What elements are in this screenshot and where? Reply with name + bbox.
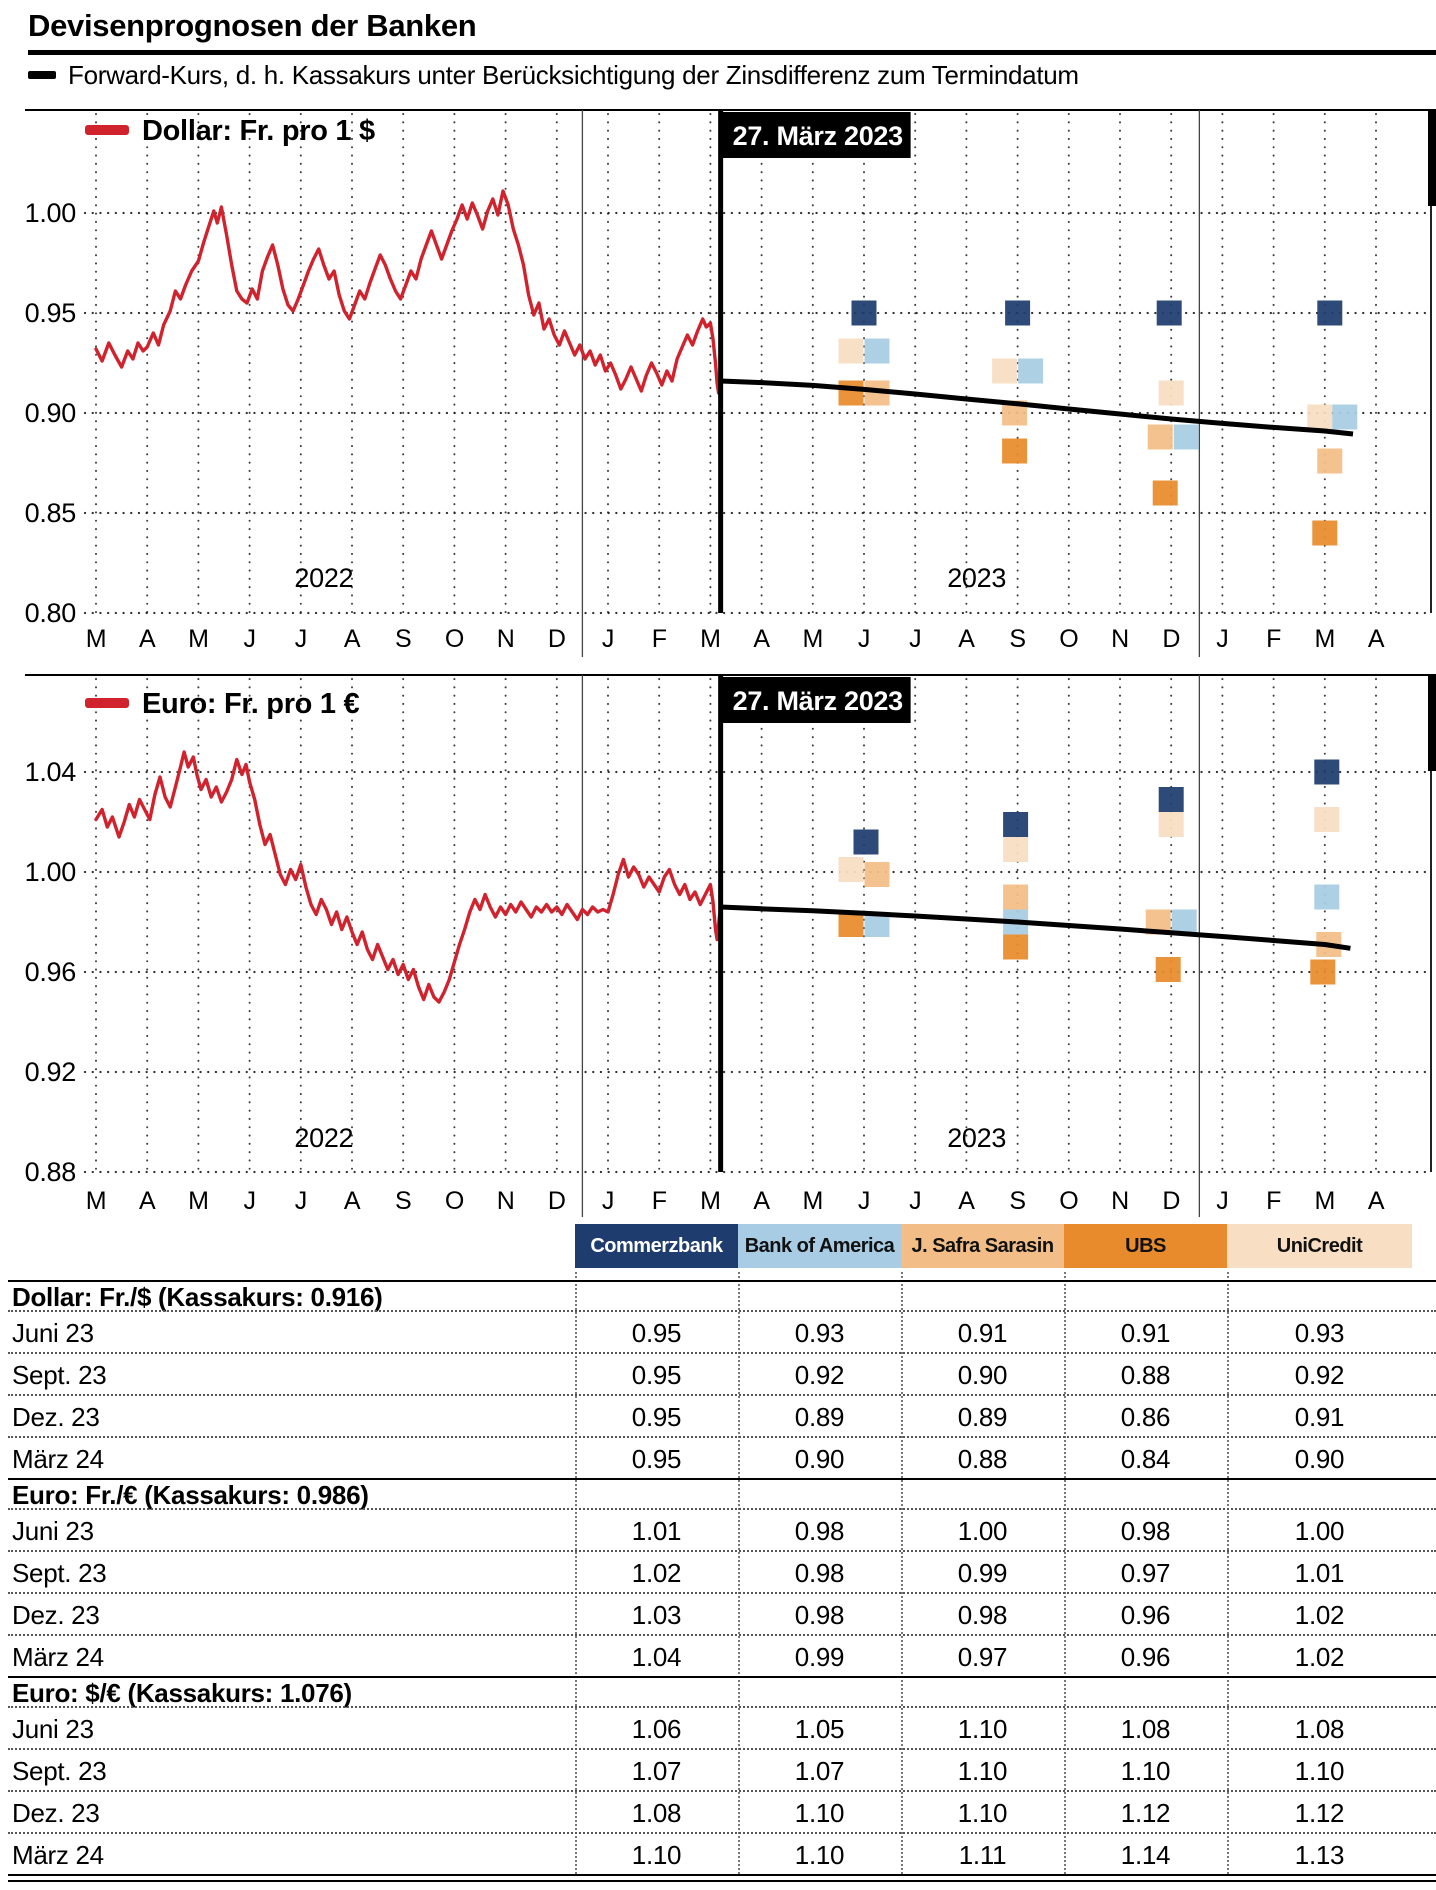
month-tick-label: A [343,625,361,653]
year-label: 2022 [294,1123,354,1153]
forecast-marker-bofa [1332,405,1357,430]
month-tick-label: M [1314,625,1336,653]
table-cell: 1.07 [794,1756,845,1786]
table-cell: 0.95 [631,1318,682,1348]
section-header: Euro: $/€ (Kassakurs: 1.076) [12,1678,352,1708]
month-tick-label: S [1009,1187,1026,1215]
table-cell: 1.01 [1294,1558,1345,1588]
table-cell: 1.11 [958,1840,1007,1870]
month-tick-label: J [1216,625,1229,653]
bank-header-commerzbank: Commerzbank [575,1224,738,1268]
forecast-marker-commerzbank [1317,301,1342,326]
month-tick-label: M [188,1187,209,1215]
table-cell: 0.89 [794,1402,845,1432]
forecast-marker-commerzbank [1003,812,1028,837]
forecast-marker-unicredit [1307,405,1332,430]
year-label: 2023 [947,563,1007,593]
date-label: 27. März 2023 [732,121,903,151]
forecast-marker-bofa [1018,359,1043,384]
table-cell: 1.08 [1294,1714,1345,1744]
month-tick-label: N [1111,1187,1129,1215]
month-tick-label: O [1059,1187,1079,1215]
row-separator [8,1706,1436,1708]
forecast-marker-unicredit [992,359,1017,384]
row-separator [8,1508,1436,1510]
month-tick-label: M [1314,1187,1336,1215]
right-edge-bar [1428,675,1436,771]
forecast-marker-commerzbank [1314,760,1339,785]
month-tick-label: J [243,1187,256,1215]
row-separator [8,1748,1436,1750]
table-cell: 0.98 [794,1558,845,1588]
row-label: Sept. 23 [12,1558,107,1588]
table-cell: 0.98 [1120,1516,1171,1546]
row-label: Dez. 23 [12,1600,100,1630]
table-cell: 0.95 [631,1444,682,1474]
right-edge-bar [1428,110,1436,206]
bank-header-ubs: UBS [1064,1224,1227,1268]
month-tick-label: A [958,1187,975,1215]
table-cell: 1.10 [794,1798,845,1828]
forecast-marker-ubs [1312,521,1337,546]
month-tick-label: A [139,1187,156,1215]
year-label: 2022 [294,563,354,593]
section-header: Euro: Fr./€ (Kassakurs: 0.986) [12,1480,369,1510]
table-cell: 0.91 [957,1318,1008,1348]
month-tick-label: J [857,625,871,653]
table-cell: 0.88 [957,1444,1008,1474]
date-label: 27. März 2023 [732,686,903,716]
month-tick-label: S [395,1187,412,1215]
forecast-marker-sarasin [1003,885,1028,910]
row-separator [8,1790,1436,1792]
month-tick-label: J [294,1187,307,1215]
table-cell: 1.12 [1120,1798,1171,1828]
row-label: Sept. 23 [12,1360,107,1390]
section-header: Dollar: Fr./$ (Kassakurs: 0.916) [12,1282,383,1312]
table-cell: 0.99 [794,1642,845,1672]
forecast-marker-ubs [1002,439,1027,464]
row-separator [8,1394,1436,1396]
table-cell: 1.08 [631,1798,682,1828]
table-cell: 1.00 [957,1516,1008,1546]
row-separator [8,1310,1436,1312]
forecast-marker-commerzbank [852,301,877,326]
forecast-marker-bofa [865,339,890,364]
forecast-marker-unicredit [839,339,864,364]
table-cell: 1.07 [631,1756,682,1786]
year-label: 2023 [947,1123,1007,1153]
table-cell: 0.92 [794,1360,845,1390]
month-tick-label: O [1059,625,1079,653]
month-tick-label: N [1111,625,1129,653]
forecast-marker-unicredit [839,857,864,882]
table-cell: 0.98 [957,1600,1008,1630]
forecast-marker-ubs [1156,957,1181,982]
table-cell: 0.84 [1120,1444,1171,1474]
y-tick-label: 0.85 [24,498,76,528]
month-tick-label: J [601,625,615,653]
forward-kurs-legend [28,59,1079,90]
bank-header-sarasin: J. Safra Sarasin [901,1224,1064,1268]
forecast-marker-sarasin [1148,425,1173,450]
table-bottom-rule [8,1874,1436,1882]
forecast-marker-unicredit [1314,807,1339,832]
series-dash-icon [85,125,129,135]
table-cell: 1.10 [957,1756,1008,1786]
forward-kurs-legend-label: Forward-Kurs, d. h. Kassakurs unter Berücksichtigung der Zinsdifferenz zum Termindatum [68,59,1079,90]
y-tick-label: 1.00 [24,857,76,887]
month-tick-label: S [1009,625,1026,653]
month-tick-label: F [1266,625,1282,653]
row-label: Juni 23 [12,1516,94,1546]
forecast-marker-unicredit [1159,812,1184,837]
row-separator [8,1592,1436,1594]
table-cell: 1.05 [794,1714,845,1744]
table-cell: 0.86 [1120,1402,1171,1432]
table-cell: 0.89 [957,1402,1008,1432]
row-separator [8,1832,1436,1834]
table-cell: 0.90 [1294,1444,1345,1474]
month-tick-label: D [547,625,566,653]
table-cell: 1.10 [957,1714,1008,1744]
table-cell: 1.04 [631,1642,682,1672]
table-cell: 0.97 [957,1642,1008,1672]
table-cell: 1.10 [1294,1756,1345,1786]
table-cell: 0.88 [1120,1360,1171,1390]
chart-euro [0,665,1436,1220]
table-cell: 0.98 [794,1516,845,1546]
month-tick-label: A [139,625,156,653]
history-line [96,752,721,1002]
table-cell: 1.10 [794,1840,845,1870]
month-tick-label: D [547,1187,566,1215]
forecast-marker-unicredit [1003,837,1028,862]
month-tick-label: J [243,625,256,653]
row-separator [8,1550,1436,1552]
forecast-marker-commerzbank [1157,301,1182,326]
forecast-marker-unicredit [1159,381,1184,406]
table-cell: 0.91 [1294,1402,1345,1432]
history-line [96,191,721,393]
table-cell: 1.02 [1294,1600,1345,1630]
table-cell: 1.02 [1294,1642,1345,1672]
row-separator [8,1436,1436,1438]
row-separator [8,1352,1436,1354]
month-tick-label: J [601,1187,615,1215]
table-cell: 0.95 [631,1360,682,1390]
row-label: Dez. 23 [12,1798,100,1828]
row-label: Juni 23 [12,1714,94,1744]
forecast-marker-ubs [1003,935,1028,960]
row-separator [8,1634,1436,1636]
forecast-marker-commerzbank [1159,787,1184,812]
month-tick-label: J [909,1187,922,1215]
bank-header-bofa: Bank of America [738,1224,901,1268]
table-cell: 0.97 [1120,1558,1171,1588]
table-cell: 0.99 [957,1558,1008,1588]
month-tick-label: M [700,625,721,653]
column-separator [1227,1272,1229,1874]
forecast-marker-commerzbank [854,830,879,855]
month-tick-label: M [802,625,824,653]
month-tick-label: A [1367,625,1385,653]
forecast-marker-bofa [1314,885,1339,910]
table-cell: 0.90 [957,1360,1008,1390]
table-cell: 1.01 [631,1516,682,1546]
table-cell: 0.93 [1294,1318,1345,1348]
month-tick-label: A [343,1187,361,1215]
table-cell: 1.14 [1120,1840,1171,1870]
y-tick-label: 0.90 [24,398,76,428]
page-title: Devisenprognosen der Banken [28,8,477,43]
forecast-marker-ubs [1310,960,1335,985]
row-label: Sept. 23 [12,1756,107,1786]
chart-dollar [0,95,1436,670]
month-tick-label: J [1216,1187,1229,1215]
y-tick-label: 0.88 [24,1157,76,1187]
table-cell: 1.00 [1294,1516,1345,1546]
table-cell: 0.98 [794,1600,845,1630]
table-cell: 0.90 [794,1444,845,1474]
month-tick-label: M [85,625,107,653]
row-label: März 24 [12,1444,104,1474]
table-cell: 1.10 [957,1798,1008,1828]
table-cell: 0.91 [1120,1318,1171,1348]
forecast-marker-bofa [1174,425,1199,450]
y-tick-label: 1.04 [24,757,76,787]
month-tick-label: D [1162,1187,1181,1215]
column-separator [1064,1272,1066,1874]
y-tick-label: 0.92 [24,1057,76,1087]
table-cell: 1.13 [1294,1840,1345,1870]
y-tick-label: 0.80 [24,598,76,628]
forecast-marker-sarasin [1317,449,1342,474]
forecast-marker-ubs [1153,481,1178,506]
month-tick-label: F [1266,1187,1282,1215]
table-cell: 0.95 [631,1402,682,1432]
table-cell: 0.96 [1120,1600,1171,1630]
column-separator [738,1272,740,1874]
month-tick-label: J [294,625,307,653]
series-dash-icon [85,698,129,708]
y-tick-label: 0.95 [24,298,76,328]
month-tick-label: M [802,1187,824,1215]
table-cell: 0.96 [1120,1642,1171,1672]
month-tick-label: S [395,625,412,653]
table-cell: 1.08 [1120,1714,1171,1744]
month-tick-label: J [909,625,922,653]
chart-title: Dollar: Fr. pro 1 $ [142,115,375,147]
forecast-marker-commerzbank [1005,301,1030,326]
forward-line [721,907,1351,948]
title-rule [28,50,1436,55]
forward-line [721,381,1353,434]
month-tick-label: M [85,1187,107,1215]
table-cell: 1.06 [631,1714,682,1744]
row-label: Juni 23 [12,1318,94,1348]
row-label: Dez. 23 [12,1402,100,1432]
forecast-marker-ubs [839,381,864,406]
bank-header-unicredit: UniCredit [1227,1224,1412,1268]
month-tick-label: A [1367,1187,1385,1215]
month-tick-label: A [753,625,770,653]
row-label: März 24 [12,1840,104,1870]
month-tick-label: O [444,1187,464,1215]
table-cell: 1.03 [631,1600,682,1630]
month-tick-label: M [700,1187,721,1215]
forecast-marker-ubs [839,912,864,937]
month-tick-label: O [444,625,464,653]
month-tick-label: J [857,1187,871,1215]
column-separator [901,1272,903,1874]
month-tick-label: M [188,625,209,653]
table-cell: 1.12 [1294,1798,1345,1828]
chart-title: Euro: Fr. pro 1 € [142,688,360,720]
month-tick-label: N [496,625,515,653]
month-tick-label: F [651,625,667,653]
month-tick-label: A [958,625,975,653]
month-tick-label: F [651,1187,667,1215]
table-cell: 1.10 [1120,1756,1171,1786]
table-cell: 0.92 [1294,1360,1345,1390]
table-cell: 0.93 [794,1318,845,1348]
month-tick-label: N [496,1187,515,1215]
forward-line-icon [28,71,56,79]
table-cell: 1.02 [631,1558,682,1588]
forecast-marker-sarasin [865,862,890,887]
y-tick-label: 0.96 [24,957,76,987]
month-tick-label: A [753,1187,770,1215]
table-cell: 1.10 [631,1840,682,1870]
column-separator [575,1272,577,1874]
month-tick-label: D [1162,625,1181,653]
y-tick-label: 1.00 [24,198,76,228]
row-label: März 24 [12,1642,104,1672]
